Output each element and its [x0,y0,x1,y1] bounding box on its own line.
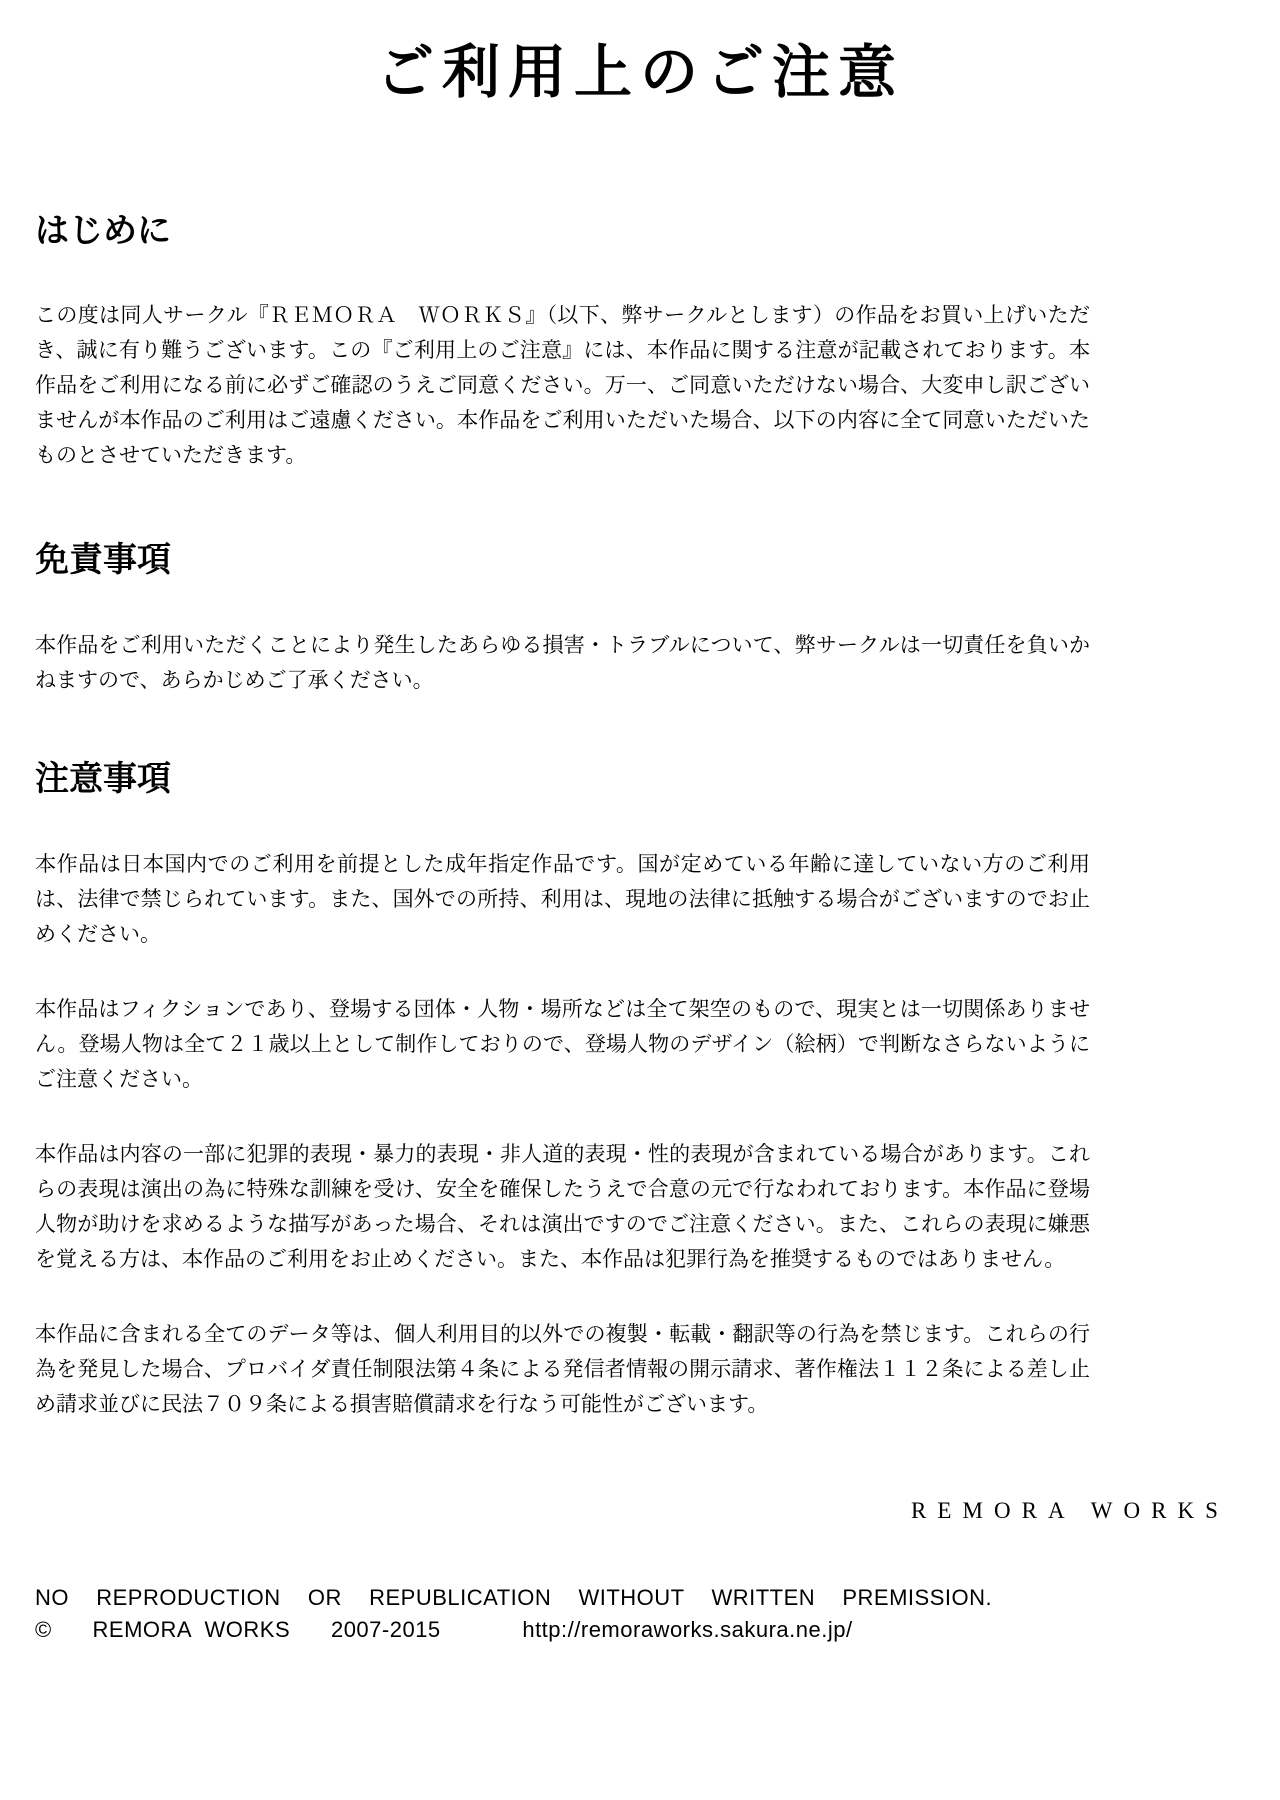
disclaimer-paragraph: 本作品をご利用いただくことにより発生したあらゆる損害・トラブルについて、弊サークルは一切責任を負いかねますので、あらかじめご了承ください。 [35,633,1090,693]
section-heading-notes: 注意事項 [35,761,171,799]
notes-paragraph-fiction: 本作品はフィクションであり、登場する団体・人物・場所などは全て架空のもので、現実とは一切関係ありません。登場人物は全て２１歳以上として制作しておりので、登場人物のデザイン（絵柄）で判断なさらないようにご注意ください。 [35,996,1090,1091]
notes-paragraph-expression: 本作品は内容の一部に犯罪的表現・暴力的表現・非人道的表現・性的表現が含まれている場合があります。これらの表現は演出の為に特殊な訓練を受け、安全を確保したうえで合意の元で行なわれております。本作品に登場人物が助けを求めるような描写があった場合、それは演出ですのでご注意ください。また、これらの表現に嫌悪を覚える方は、本作品のご利用をお止めください。また、本作品は犯罪行為を推奨するものではありません。 [35,1141,1090,1271]
section-heading-disclaimer: 免責事項 [35,542,171,580]
footer-no-reproduction-notice: NO REPRODUCTION OR REPUBLICATION WITHOUT WRITTEN PREMISSION. [35,1584,993,1610]
notes-paragraph-copyright: 本作品に含まれる全てのデータ等は、個人利用目的以外での複製・転載・翻訳等の行為を禁じます。これらの行為を発見した場合、プロバイダ責任制限法第４条による発信者情報の開示請求、著作権法１１２条による差し止め請求並びに民法７０９条による損害賠償請求を行なう可能性がございます。 [35,1321,1090,1416]
intro-paragraph: この度は同人サークル『ＲＥＭＯＲＡ ＷＯＲＫＳ』（以下、弊サークルとします）の作品をお買い上げいただき、誠に有り難うございます。この『ご利用上のご注意』には、本作品に関する注意が記載されております。本作品をご利用になる前に必ずご確認のうえご同意ください。万一、ご同意いただけない場合、大変申し訳ございませんが本作品のご利用はご遠慮ください。本作品をご利用いただいた場合、以下の内容に全て同意いただいたものとさせていただきます。 [35,303,1090,468]
footer-copyright-line: © REMORA WORKS 2007-2015 http://remoraworks.sakura.ne.jp/ [35,1616,853,1642]
footer [35,1582,1245,1646]
circle-signature: REMORA WORKS [910,1497,1229,1523]
section-heading-intro: はじめに [35,212,171,250]
notes-paragraph-age-restriction: 本作品は日本国内でのご利用を前提とした成年指定作品です。国が定めている年齢に達していない方のご利用は、法律で禁じられています。また、国外での所持、利用は、現地の法律に抵触する場合がございますのでお止めください。 [35,851,1090,946]
page-title: ご利用上のご注意 [375,40,904,105]
